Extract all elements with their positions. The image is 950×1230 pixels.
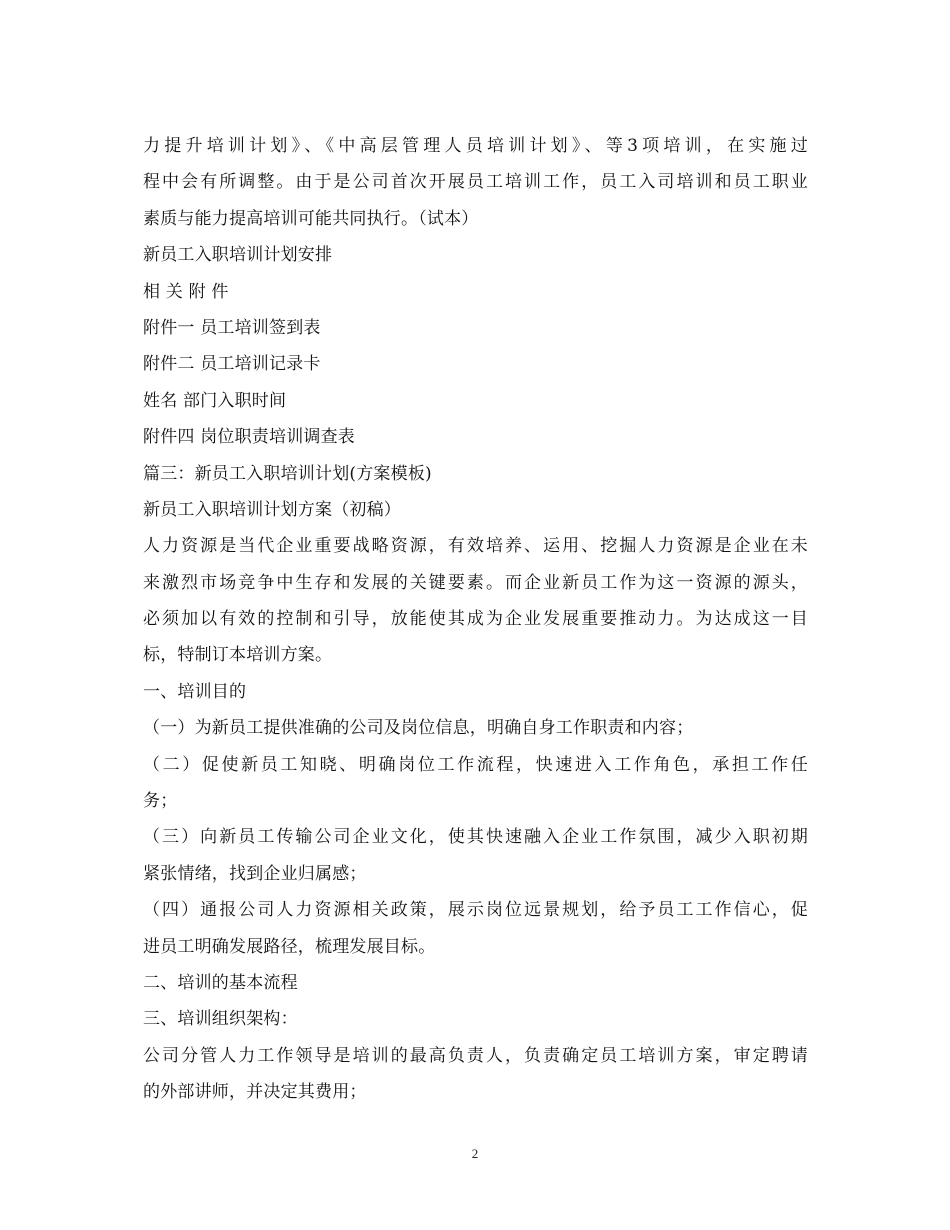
text-line: 标，特制订本培训方案。 bbox=[143, 645, 333, 666]
text-line: 务； bbox=[143, 791, 178, 812]
text-line: 新员工入职培训计划方案（初稿） bbox=[143, 499, 401, 520]
text-line: 姓名 部门入职时间 bbox=[143, 390, 287, 411]
text-line: 公司分管人力工作领导是培训的最高负责人，负责确定员工培训方案，审定聘请 bbox=[143, 1045, 808, 1066]
text-line: 相 关 附 件 bbox=[143, 281, 229, 302]
text-line: 附件一 员工培训签到表 bbox=[143, 317, 321, 338]
text-line: 附件二 员工培训记录卡 bbox=[143, 354, 321, 375]
document-body bbox=[143, 128, 808, 1111]
text-line: 必须加以有效的控制和引导，放能使其成为企业发展重要推动力。为达成这一目 bbox=[143, 609, 808, 630]
text-line: 力提升培训计划》、《中高层管理人员培训计划》、等3项培训，在实施过 bbox=[143, 136, 808, 156]
text-line: 篇三：新员工入职培训计划(方案模板) bbox=[143, 463, 432, 484]
text-line: 三、培训组织架构： bbox=[143, 1009, 298, 1030]
text-line: （三）向新员工传输公司企业文化，使其快速融入企业工作氛围，减少入职初期 bbox=[143, 827, 808, 848]
text-line: （一）为新员工提供准确的公司及岗位信息，明确自身工作职责和内容； bbox=[143, 718, 694, 739]
text-line: 新员工入职培训计划安排 bbox=[143, 245, 333, 266]
text-line: 紧张情绪，找到企业归属感； bbox=[143, 863, 367, 884]
text-line: 人力资源是当代企业重要战略资源，有效培养、运用、挖掘人力资源是企业在未 bbox=[143, 536, 808, 557]
text-line: 一、培训目的 bbox=[143, 681, 247, 702]
text-line: 二、培训的基本流程 bbox=[143, 972, 298, 993]
text-line: 程中会有所调整。由于是公司首次开展员工培训工作，员工入司培训和员工职业 bbox=[143, 172, 808, 193]
text-line: 来激烈市场竞争中生存和发展的关键要素。而企业新员工作为这一资源的源头， bbox=[143, 572, 808, 593]
text-line: （四）通报公司人力资源相关政策，展示岗位远景规划，给予员工工作信心，促 bbox=[143, 900, 808, 921]
text-line: 的外部讲师，并决定其费用； bbox=[143, 1082, 367, 1103]
text-line: 素质与能力提高培训可能共同执行。（试本） bbox=[143, 208, 479, 229]
page-number: 2 bbox=[471, 1146, 479, 1161]
text-line: 进员工明确发展路径，梳理发展目标。 bbox=[143, 936, 436, 957]
text-line: （二）促使新员工知晓、明确岗位工作流程，快速进入工作角色，承担工作任 bbox=[143, 754, 808, 775]
text-line: 附件四 岗位职责培训调查表 bbox=[143, 427, 356, 448]
